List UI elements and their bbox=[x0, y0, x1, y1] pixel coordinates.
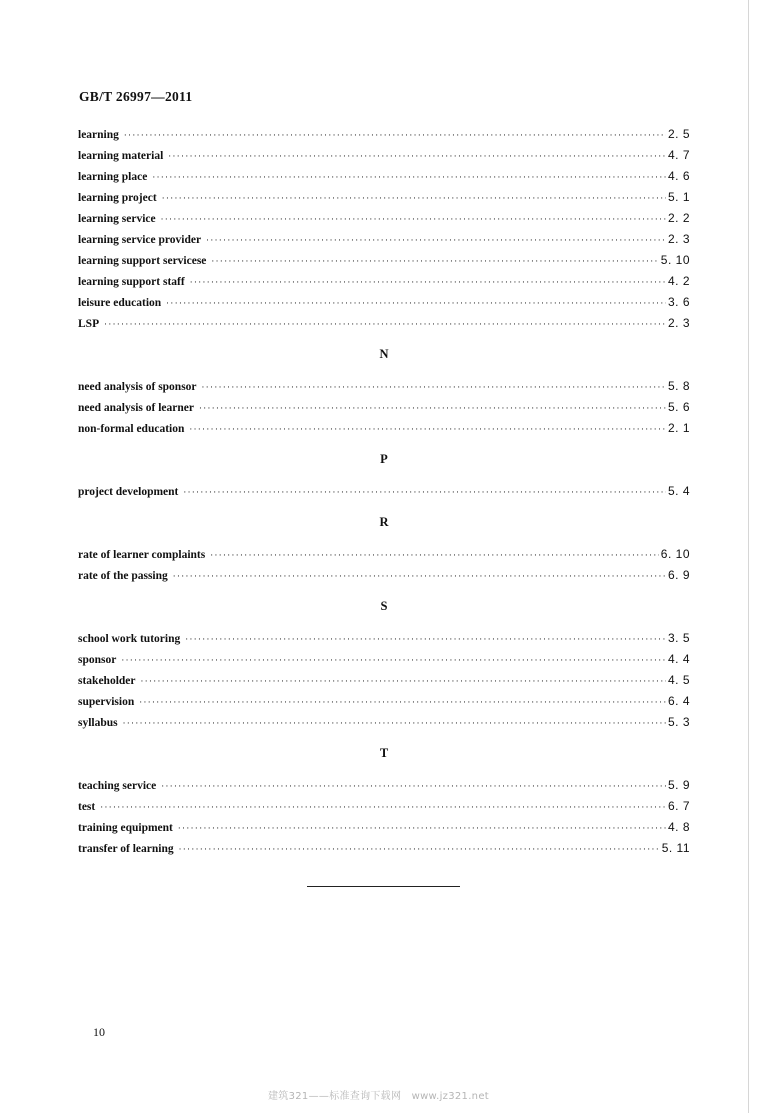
index-ref: 5. 11 bbox=[661, 841, 690, 855]
section-letter: T bbox=[379, 746, 389, 760]
index-group-l bbox=[78, 124, 690, 334]
index-term: need analysis of sponsor bbox=[78, 381, 197, 393]
index-ref: 3. 5 bbox=[667, 631, 690, 645]
index-entry bbox=[78, 313, 690, 334]
index-entry bbox=[78, 565, 690, 586]
index-ref: 6. 9 bbox=[667, 568, 690, 582]
dot-leader bbox=[206, 231, 666, 252]
index-term: learning service bbox=[78, 213, 156, 225]
index-term: learning support staff bbox=[78, 276, 185, 288]
index-ref: 5. 3 bbox=[667, 715, 690, 729]
dot-leader bbox=[152, 168, 666, 189]
dot-leader bbox=[162, 189, 666, 210]
index-entry bbox=[78, 481, 690, 502]
index-entry bbox=[78, 775, 690, 796]
index-entry bbox=[78, 250, 690, 271]
dot-leader bbox=[100, 798, 666, 819]
end-rule-divider bbox=[307, 886, 460, 887]
index-entry bbox=[78, 187, 690, 208]
index-ref: 5. 9 bbox=[667, 778, 690, 792]
section-letter: S bbox=[380, 599, 388, 613]
index-ref: 2. 3 bbox=[667, 232, 690, 246]
section-letter: N bbox=[379, 347, 389, 361]
dot-leader bbox=[121, 651, 666, 672]
index-term: sponsor bbox=[78, 654, 117, 666]
index-entry bbox=[78, 544, 690, 565]
index-ref: 4. 8 bbox=[667, 820, 690, 834]
index-term: syllabus bbox=[78, 717, 118, 729]
alphabetical-index bbox=[78, 124, 690, 859]
index-ref: 3. 6 bbox=[667, 295, 690, 309]
dot-leader bbox=[104, 315, 666, 336]
index-ref: 5. 10 bbox=[660, 253, 690, 267]
index-term: rate of learner complaints bbox=[78, 549, 206, 561]
index-entry bbox=[78, 796, 690, 817]
index-term: learning material bbox=[78, 150, 164, 162]
dot-leader bbox=[190, 273, 666, 294]
index-term: learning project bbox=[78, 192, 157, 204]
index-term: rate of the passing bbox=[78, 570, 168, 582]
index-ref: 6. 10 bbox=[660, 547, 690, 561]
index-entry bbox=[78, 691, 690, 712]
index-term: learning service provider bbox=[78, 234, 202, 246]
index-term: non-formal education bbox=[78, 423, 185, 435]
dot-leader bbox=[179, 840, 660, 861]
index-group-r bbox=[78, 512, 690, 586]
section-letter: R bbox=[379, 515, 389, 529]
index-entry bbox=[78, 418, 690, 439]
index-ref: 5. 1 bbox=[667, 190, 690, 204]
index-ref: 4. 2 bbox=[667, 274, 690, 288]
watermark-footer: 建筑321——标准查询下载网 www.jz321.net bbox=[268, 1091, 489, 1102]
index-ref: 4. 5 bbox=[667, 673, 690, 687]
dot-leader bbox=[189, 420, 666, 441]
dot-leader bbox=[124, 126, 666, 147]
dot-leader bbox=[173, 567, 666, 588]
index-entry bbox=[78, 376, 690, 397]
index-term: learning support servicese bbox=[78, 255, 207, 267]
index-group-t bbox=[78, 743, 690, 859]
dot-leader bbox=[211, 252, 658, 273]
index-ref: 2. 3 bbox=[667, 316, 690, 330]
index-term: learning bbox=[78, 129, 119, 141]
dot-leader bbox=[178, 819, 666, 840]
index-entry bbox=[78, 838, 690, 859]
dot-leader bbox=[161, 210, 666, 231]
dot-leader bbox=[183, 483, 666, 504]
index-ref: 4. 7 bbox=[667, 148, 690, 162]
index-entry bbox=[78, 649, 690, 670]
index-ref: 5. 4 bbox=[667, 484, 690, 498]
dot-leader bbox=[168, 147, 666, 168]
index-entry bbox=[78, 397, 690, 418]
index-ref: 5. 6 bbox=[667, 400, 690, 414]
dot-leader bbox=[166, 294, 666, 315]
index-ref: 4. 4 bbox=[667, 652, 690, 666]
dot-leader bbox=[161, 777, 666, 798]
index-ref: 5. 8 bbox=[667, 379, 690, 393]
index-ref: 6. 7 bbox=[667, 799, 690, 813]
index-term: stakeholder bbox=[78, 675, 136, 687]
index-entry bbox=[78, 817, 690, 838]
index-term: test bbox=[78, 801, 96, 813]
index-entry bbox=[78, 271, 690, 292]
index-ref: 6. 4 bbox=[667, 694, 690, 708]
index-entry bbox=[78, 670, 690, 691]
index-term: learning place bbox=[78, 171, 148, 183]
dot-leader bbox=[210, 546, 659, 567]
index-term: leisure education bbox=[78, 297, 162, 309]
index-term: school work tutoring bbox=[78, 633, 181, 645]
index-entry bbox=[78, 628, 690, 649]
index-group-n bbox=[78, 344, 690, 439]
index-term: teaching service bbox=[78, 780, 157, 792]
index-term: transfer of learning bbox=[78, 843, 174, 855]
page-number: 10 bbox=[93, 1025, 105, 1039]
index-entry bbox=[78, 229, 690, 250]
section-letter: P bbox=[380, 452, 388, 466]
index-term: need analysis of learner bbox=[78, 402, 194, 414]
index-group-s bbox=[78, 596, 690, 733]
dot-leader bbox=[199, 399, 666, 420]
index-entry bbox=[78, 124, 690, 145]
index-entry bbox=[78, 712, 690, 733]
dot-leader bbox=[123, 714, 666, 735]
index-ref: 4. 6 bbox=[667, 169, 690, 183]
scan-edge-line bbox=[748, 0, 749, 1113]
index-ref: 2. 1 bbox=[667, 421, 690, 435]
index-entry bbox=[78, 292, 690, 313]
index-ref: 2. 2 bbox=[667, 211, 690, 225]
dot-leader bbox=[185, 630, 666, 651]
index-entry bbox=[78, 166, 690, 187]
standard-code-header: GB/T 26997—2011 bbox=[79, 89, 193, 104]
dot-leader bbox=[202, 378, 666, 399]
dot-leader bbox=[141, 672, 666, 693]
index-term: project development bbox=[78, 486, 179, 498]
index-entry bbox=[78, 145, 690, 166]
index-term: training equipment bbox=[78, 822, 173, 834]
index-term: supervision bbox=[78, 696, 135, 708]
index-entry bbox=[78, 208, 690, 229]
index-term: LSP bbox=[78, 318, 100, 330]
index-ref: 2. 5 bbox=[667, 127, 690, 141]
index-group-p bbox=[78, 449, 690, 502]
dot-leader bbox=[139, 693, 666, 714]
